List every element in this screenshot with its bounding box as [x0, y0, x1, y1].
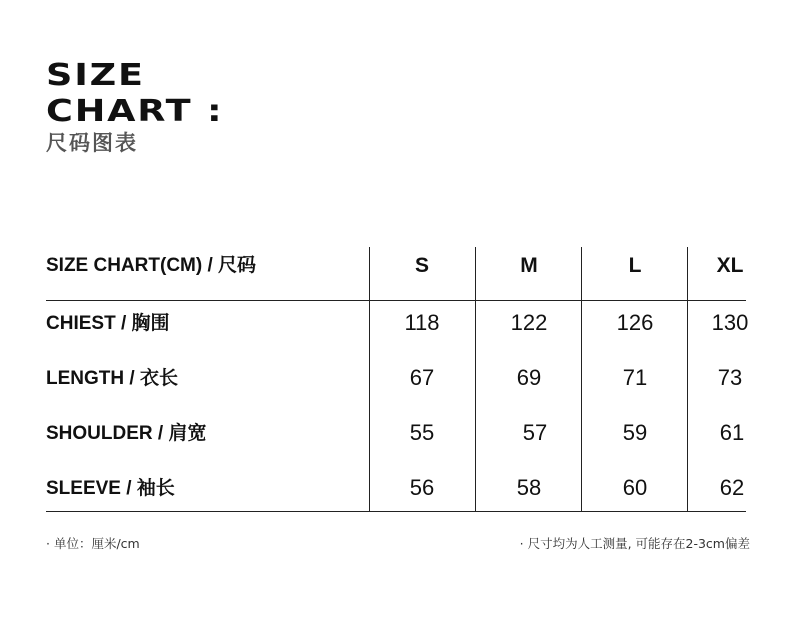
- table-cell: 130: [711, 310, 749, 335]
- table-cell: 73: [717, 365, 743, 390]
- column-divider: [475, 247, 476, 511]
- row-label-chest: CHIEST / 胸围: [46, 313, 170, 334]
- column-divider: [581, 247, 582, 511]
- table-cell: 58: [516, 475, 542, 500]
- table-cell: 118: [404, 310, 440, 335]
- title-line-chart: CHART :: [46, 94, 224, 129]
- unit-note: · 单位：厘米/cm: [46, 536, 140, 551]
- header-label: SIZE CHART(CM) / 尺码: [46, 255, 257, 276]
- table-cell: 55: [409, 420, 435, 445]
- row-label-sleeve: SLEEVE / 袖长: [46, 478, 175, 499]
- size-header-l: L: [628, 254, 642, 277]
- table-cell: 59: [622, 420, 648, 445]
- table-cell: 61: [719, 420, 745, 445]
- subtitle-chinese: 尺码图表: [46, 131, 138, 155]
- table-cell: 67: [409, 365, 435, 390]
- table-bottom-border: [46, 511, 746, 512]
- column-divider: [369, 247, 370, 511]
- table-cell: 122: [510, 310, 548, 335]
- tolerance-note: · 尺寸均为人工测量, 可能存在2-3cm偏差: [519, 536, 750, 551]
- row-label-length: LENGTH / 衣长: [46, 368, 178, 389]
- title-line-size: SIZE: [46, 58, 145, 93]
- row-label-shoulder: SHOULDER / 肩宽: [46, 423, 207, 444]
- header-divider: [46, 300, 746, 301]
- table-cell: 69: [516, 365, 542, 390]
- size-header-s: S: [414, 254, 429, 277]
- table-cell: 57: [522, 420, 548, 445]
- column-divider: [687, 247, 688, 511]
- table-cell: 126: [616, 310, 654, 335]
- table-cell: 60: [622, 475, 648, 500]
- table-cell: 62: [719, 475, 745, 500]
- table-cell: 56: [409, 475, 435, 500]
- size-header-xl: XL: [716, 254, 744, 277]
- table-cell: 71: [622, 365, 648, 390]
- size-header-m: M: [520, 254, 538, 277]
